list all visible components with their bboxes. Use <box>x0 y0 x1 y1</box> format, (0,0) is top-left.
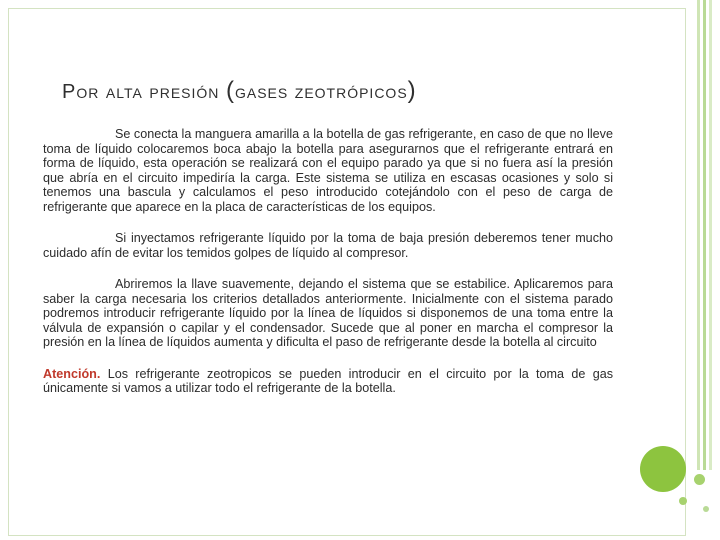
paragraph-connection: Se conecta la manguera amarilla a la botella de gas refrigerante, en caso de que no lleve toma de líquido colocaremos boca abajo la botella para asegurarnos que el refrigerante entrará en forma de líquido, esta operación se realizará con el equipo parado ya que si no fuera así la presión que abría en el circuito impediría la carga. Este sistema se utiliza en escasas ocasiones y solo si tenemos una bascula y calculamos el peso introducido cotejándolo con el peso de carga de refrigerante que aparece en la placa de características de los equipos. <box>43 127 613 214</box>
paragraph-low-pressure-warning: Si inyectamos refrigerante líquido por la toma de baja presión deberemos tener mucho cuidado afín de evitar los temidos golpes de líquido al compresor. <box>43 231 613 260</box>
decorative-vertical-stripe <box>709 0 712 470</box>
slide-body <box>43 127 613 413</box>
attention-text: Los refrigerante zeotropicos se pueden introducir en el circuito por la toma de gas únicamente si vamos a utilizar todo el refrigerante de la botella. <box>43 366 613 395</box>
decorative-vertical-stripe <box>697 0 700 470</box>
slide-title <box>62 77 417 105</box>
title-before: Por alta presión <box>62 81 226 103</box>
decorative-circle-small <box>694 474 705 485</box>
decorative-circle-large <box>640 446 686 492</box>
paragraph-procedure: Abriremos la llave suavemente, dejando el sistema que se estabilice. Aplicaremos para saber la carga necesaria los criterios detallados anteriormente. Inicialmente con el sistema parado podremos introducir refrigerante líquido por la línea de líquidos si disponemos de una toma entre la válvula de expansión o capilar y el condensador. Sucede que al poner en marcha el compresor la presión en la línea de líquidos aumenta y dificulta el paso de refrigerante desde la botella al circuito <box>43 277 613 349</box>
decorative-circle-small <box>679 497 687 505</box>
title-paren-open: ( <box>225 77 235 104</box>
attention-label: Atención. <box>43 366 101 381</box>
decorative-vertical-stripe <box>703 0 706 470</box>
title-paren-close: ) <box>407 77 417 104</box>
decorative-circle-small <box>703 506 709 512</box>
attention-note <box>43 367 613 396</box>
title-middle: gases zeotrópicos <box>234 81 408 103</box>
